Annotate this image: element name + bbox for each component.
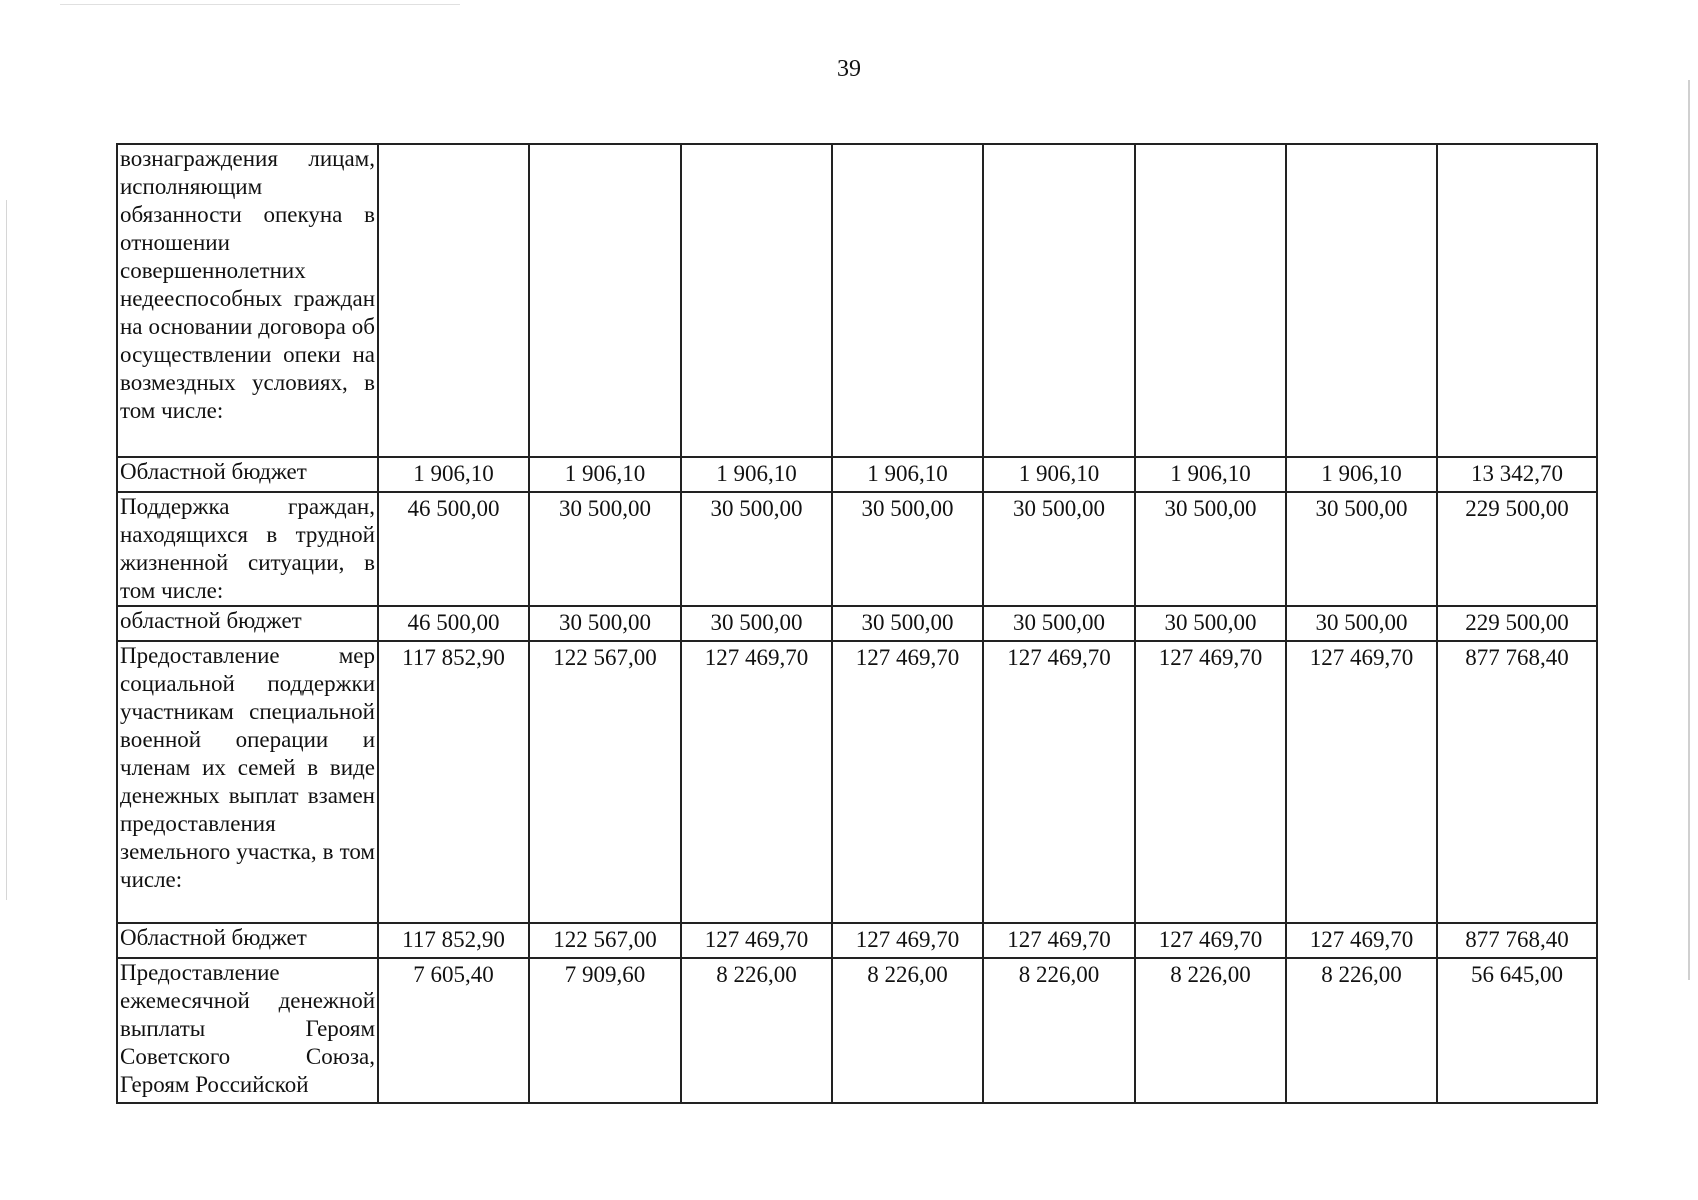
table-row [117,492,1597,606]
value-cell [983,144,1135,457]
row-label: областной бюджет [117,606,378,641]
value-cell: 122 567,00 [529,641,681,923]
table-row [117,144,1597,457]
value-cell [529,144,681,457]
value-cell: 8 226,00 [832,958,983,1103]
row-label: Областной бюджет [117,457,378,492]
value-cell: 30 500,00 [681,492,832,606]
value-cell: 46 500,00 [378,492,529,606]
value-cell: 8 226,00 [1286,958,1437,1103]
total-cell: 56 645,00 [1437,958,1597,1103]
value-cell: 127 469,70 [1135,923,1286,958]
value-cell: 1 906,10 [529,457,681,492]
row-label: Предоставление ежемесячной денежной выплаты Героям Советского Союза, Героям Российской [117,958,378,1103]
value-cell [1135,144,1286,457]
total-cell: 229 500,00 [1437,606,1597,641]
value-cell: 30 500,00 [1286,492,1437,606]
value-cell: 1 906,10 [1135,457,1286,492]
value-cell: 127 469,70 [681,923,832,958]
page-number: 39 [837,56,861,82]
value-cell: 127 469,70 [1286,641,1437,923]
value-cell: 127 469,70 [832,923,983,958]
value-cell [378,144,529,457]
scan-artifact-left [6,200,7,900]
value-cell: 30 500,00 [1286,606,1437,641]
value-cell: 30 500,00 [681,606,832,641]
value-cell: 127 469,70 [1286,923,1437,958]
value-cell: 122 567,00 [529,923,681,958]
table-row [117,457,1597,492]
row-label: Предоставление мер социальной поддержки участникам специальной военной операции и членам их семей в виде денежных выплат взамен предоставления земельного участка, в том числе: [117,641,378,923]
total-cell: 877 768,40 [1437,923,1597,958]
value-cell: 30 500,00 [832,606,983,641]
table-row [117,641,1597,923]
value-cell: 30 500,00 [1135,606,1286,641]
row-label: вознаграждения лицам, исполняющим обязанности опекуна в отношении совершеннолетних недееспособных граждан на основании договора об осуществлении опеки на возмездных условиях, в том числе: [117,144,378,457]
row-label: Областной бюджет [117,923,378,958]
value-cell: 8 226,00 [983,958,1135,1103]
total-cell: 229 500,00 [1437,492,1597,606]
value-cell: 46 500,00 [378,606,529,641]
value-cell: 1 906,10 [1286,457,1437,492]
value-cell: 8 226,00 [1135,958,1286,1103]
value-cell: 117 852,90 [378,923,529,958]
value-cell: 127 469,70 [832,641,983,923]
value-cell [681,144,832,457]
value-cell: 30 500,00 [832,492,983,606]
value-cell: 8 226,00 [681,958,832,1103]
table-row [117,923,1597,958]
value-cell: 30 500,00 [529,492,681,606]
scan-artifact-right [1688,80,1690,980]
value-cell: 7 605,40 [378,958,529,1103]
value-cell: 30 500,00 [983,606,1135,641]
value-cell: 127 469,70 [681,641,832,923]
value-cell: 7 909,60 [529,958,681,1103]
scan-artifact-top [60,4,460,5]
value-cell: 127 469,70 [983,923,1135,958]
total-cell: 13 342,70 [1437,457,1597,492]
value-cell: 30 500,00 [983,492,1135,606]
table-row [117,958,1597,1103]
row-label: Поддержка граждан, находящихся в трудной жизненной ситуации, в том числе: [117,492,378,606]
value-cell: 1 906,10 [832,457,983,492]
value-cell: 1 906,10 [983,457,1135,492]
total-cell [1437,144,1597,457]
value-cell: 127 469,70 [1135,641,1286,923]
budget-table [116,143,1598,1104]
value-cell: 1 906,10 [378,457,529,492]
value-cell: 117 852,90 [378,641,529,923]
value-cell: 30 500,00 [1135,492,1286,606]
total-cell: 877 768,40 [1437,641,1597,923]
value-cell: 1 906,10 [681,457,832,492]
value-cell [1286,144,1437,457]
value-cell: 30 500,00 [529,606,681,641]
value-cell [832,144,983,457]
value-cell: 127 469,70 [983,641,1135,923]
table-row [117,606,1597,641]
